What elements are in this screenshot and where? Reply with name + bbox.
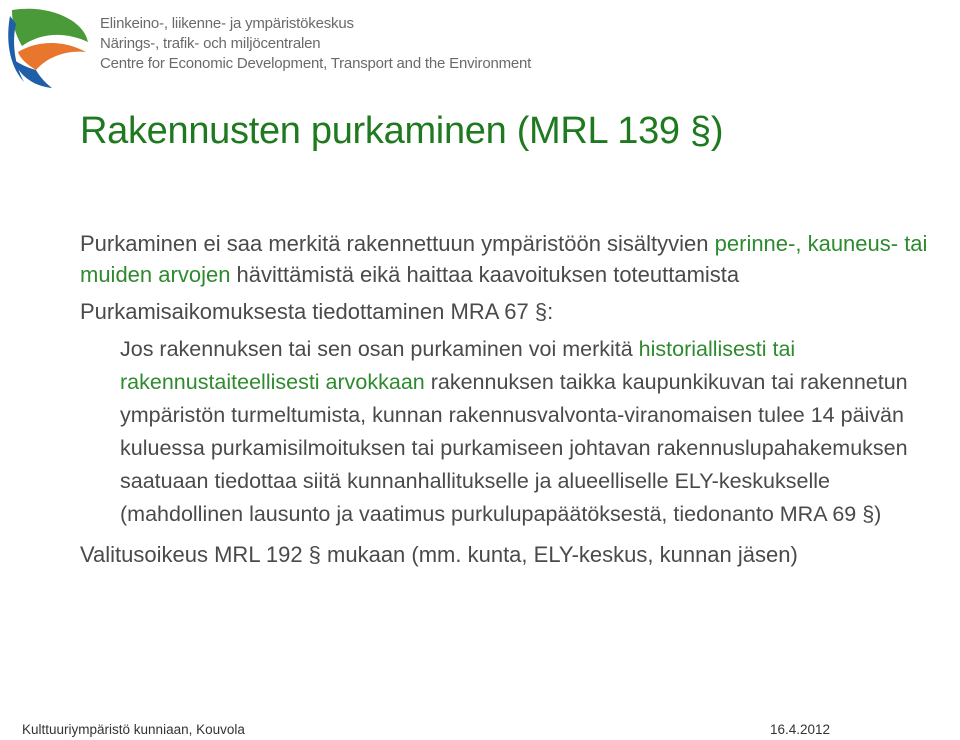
org-name-swedish: Närings-, trafik- och miljöcentralen <box>100 35 321 52</box>
bullet-text: Purkaminen ei saa merkitä rakennettuun ympäristöön sisältyvien <box>80 231 715 256</box>
bullet-tiedottaminen <box>80 296 955 327</box>
highlight-text: perinne-, kauneus- tai muiden arvojen <box>80 231 928 287</box>
bullet-text: Valitusoikeus MRL 192 § mukaan (mm. kunta, ELY-keskus, kunnan jäsen) <box>80 542 798 567</box>
org-name-finnish: Elinkeino-, liikenne- ja ympäristökeskus <box>100 15 354 32</box>
bullet-text: hävittämistä eikä haittaa kaavoituksen toteuttamista <box>230 262 740 287</box>
footer-date: 16.4.2012 <box>770 722 831 737</box>
organization-names <box>100 14 531 74</box>
bullet-text: rakennuksen taikka kaupunkikuvan tai rakennetun ympäristön turmeltumista, kunnan rakennusvalvonta-viranomaisen tulee 14 päivän kuluessa purkamisilmoituksen tai purkamiseen johtavan rakennuslupahakemuksen saatuaan tiedottaa siitä kunnanhallitukselle ja alueelliselle ELY-keskukselle (mahdollinen lausunto ja vaatimus purkulupapäätöksestä, tiedonanto MRA 69 §) <box>120 370 908 526</box>
slide-header <box>0 0 960 95</box>
bullet-text: Purkamisaikomuksesta tiedottaminen MRA 67 §: <box>80 299 554 324</box>
slide-title: Rakennusten purkaminen (MRL 139 §) <box>80 110 724 152</box>
highlight-text: historiallisesti tai rakennustaiteellisesti arvokkaan <box>120 337 796 394</box>
bullet-purkaminen <box>80 228 955 290</box>
footer-event: Kulttuuriympäristö kunniaan, Kouvola <box>22 722 245 737</box>
slide-content <box>80 228 955 576</box>
bullet-valitusoikeus <box>80 539 955 570</box>
org-name-english: Centre for Economic Development, Transport and the Environment <box>100 55 532 72</box>
subbullet-rakennus <box>120 333 955 531</box>
ely-keskus-logo-icon <box>4 2 94 90</box>
bullet-text: Jos rakennuksen tai sen osan purkaminen voi merkitä <box>120 337 639 361</box>
